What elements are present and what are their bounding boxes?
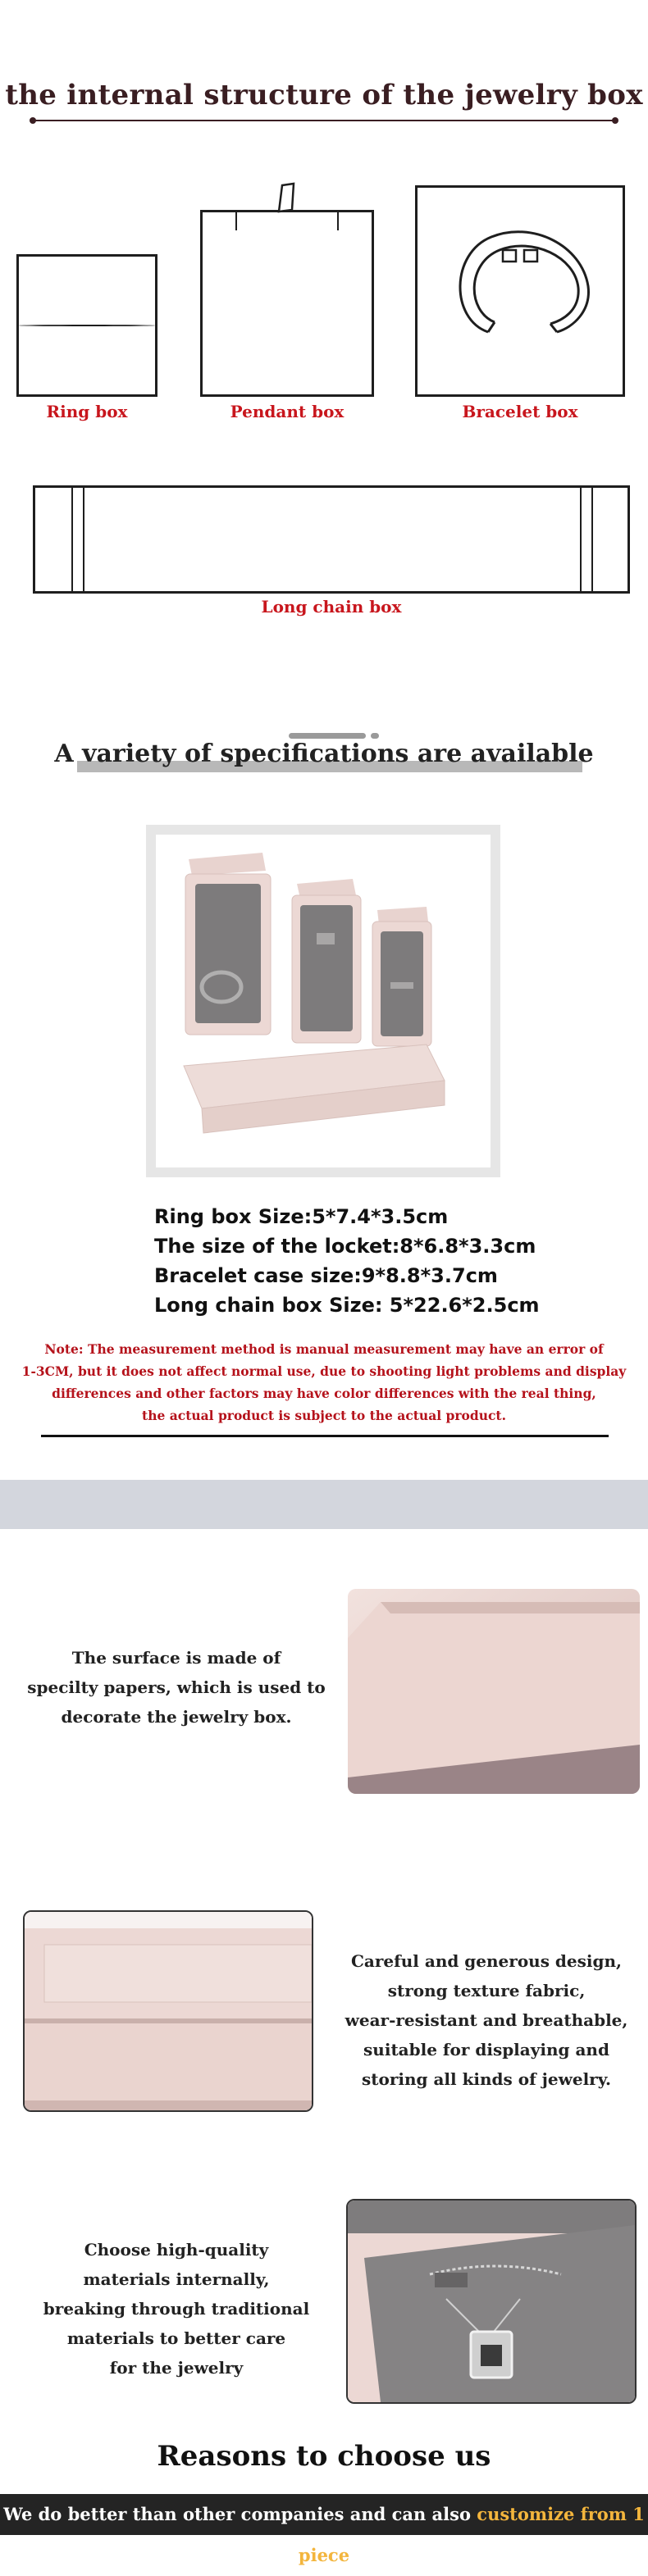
- surface-texture-illustration: [348, 1589, 640, 1794]
- feature-line: suitable for displaying and: [363, 2040, 609, 2059]
- boxes-photo-illustration: [156, 835, 491, 1167]
- pendant-box-label: Pendant box: [230, 402, 345, 421]
- feature-line: breaking through traditional: [43, 2299, 310, 2319]
- feature-line: strong texture fabric,: [387, 1981, 586, 2000]
- feature-line: materials internally,: [83, 2269, 270, 2289]
- specs-title: A variety of specifications are available: [54, 740, 594, 768]
- measurement-note: [0, 1338, 648, 1427]
- ring-box-label: Ring box: [46, 402, 128, 421]
- product-photo: [146, 825, 500, 1177]
- pendant-slot-right: [337, 212, 339, 230]
- feature-surface-text: [25, 1643, 328, 1732]
- banner-text: [0, 2494, 648, 2576]
- feature-line: Choose high-quality: [84, 2240, 269, 2260]
- customize-highlight: customize from 1 piece: [298, 2504, 645, 2565]
- long-chain-box-label: Long chain box: [261, 597, 402, 617]
- decor-pill-small: [371, 733, 379, 739]
- feature-line: materials to better care: [66, 2328, 286, 2348]
- banner-prefix: We do better than other companies and can also: [3, 2504, 477, 2524]
- box-side-illustration: [25, 1912, 312, 2110]
- underline-dot-right: [612, 117, 618, 124]
- section-divider-band: [0, 1480, 648, 1529]
- feature-line: Careful and generous design,: [351, 1951, 622, 1971]
- long-chain-box-diagram: [33, 485, 630, 594]
- design-photo: [23, 1910, 313, 2112]
- spec-line-ring: Ring box Size:5*7.4*3.5cm: [154, 1205, 449, 1228]
- note-line: the actual product is subject to the actual product.: [142, 1408, 506, 1423]
- spec-line-locket: The size of the locket:8*6.8*3.3cm: [154, 1235, 536, 1258]
- spec-line-long-chain: Long chain box Size: 5*22.6*2.5cm: [154, 1294, 540, 1317]
- feature-materials-text: [25, 2235, 328, 2383]
- chain-box-inner-left-b: [83, 488, 84, 591]
- bracelet-box-diagram: [415, 185, 625, 397]
- feature-line: decorate the jewelry box.: [61, 1707, 292, 1727]
- note-line: differences and other factors may have color differences with the real thing,: [52, 1386, 596, 1401]
- feature-line: The surface is made of: [71, 1648, 281, 1668]
- pendant-slot-left: [235, 212, 237, 230]
- chain-box-inner-right-a: [580, 488, 582, 591]
- note-divider: [41, 1435, 609, 1437]
- spec-line-bracelet: Bracelet case size:9*8.8*3.7cm: [154, 1264, 498, 1287]
- chain-box-inner-left-a: [71, 488, 73, 591]
- velvet-interior-illustration: [348, 2201, 635, 2402]
- materials-photo: [346, 2199, 637, 2404]
- note-line: 1-3CM, but it does not affect normal use, due to shooting light problems and display: [21, 1363, 627, 1379]
- feature-line: specilty papers, which is used to: [27, 1677, 326, 1697]
- reasons-title: Reasons to choose us: [157, 2440, 491, 2473]
- feature-line: for the jewelry: [109, 2358, 244, 2378]
- bracelet-box-label: Bracelet box: [462, 402, 578, 421]
- note-line: Note: The measurement method is manual measurement may have an error of: [44, 1341, 604, 1357]
- ring-box-lid-line: [19, 325, 155, 326]
- pendant-tab-icon: [271, 182, 303, 215]
- feature-line: wear-resistant and breathable,: [345, 2010, 628, 2030]
- decor-pill: [289, 733, 366, 739]
- structure-title: the internal structure of the jewelry box: [5, 79, 643, 112]
- chain-box-inner-right-b: [591, 488, 593, 591]
- bottom-banner: [0, 2494, 648, 2565]
- title-underline: [33, 120, 615, 121]
- surface-photo: [348, 1589, 640, 1794]
- bracelet-shape-icon: [418, 188, 623, 394]
- underline-dot-left: [30, 117, 36, 124]
- pendant-box-diagram: [200, 210, 374, 397]
- feature-design-text: [335, 1946, 638, 2094]
- feature-line: storing all kinds of jewelry.: [361, 2069, 611, 2089]
- ring-box-diagram: [16, 254, 157, 397]
